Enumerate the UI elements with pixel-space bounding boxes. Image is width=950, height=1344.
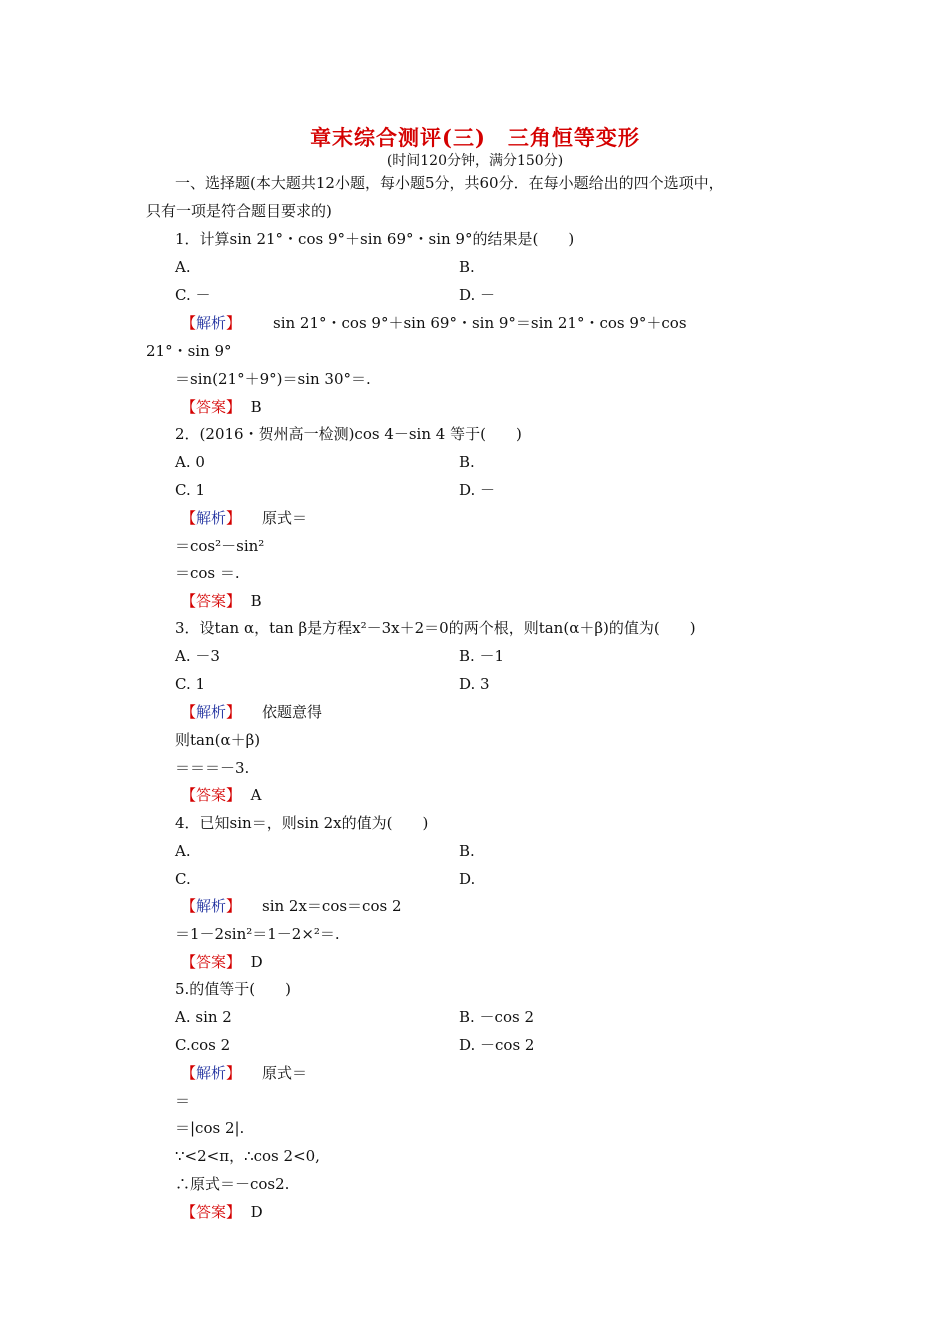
page-title: 章末综合测评(三) 三角恒等变形	[310, 125, 640, 150]
q4-option-c: C.	[175, 870, 191, 888]
q3-answer: 【答案】 A	[181, 786, 262, 804]
q3-option-b: B. －1	[459, 647, 505, 665]
q2-option-a: A. 0	[175, 453, 205, 471]
q3-option-c: C. 1	[175, 675, 206, 693]
q3-analysis-tag: 【解析】	[181, 703, 242, 721]
q4-option-a: A.	[175, 842, 191, 860]
q1-option-a: A.	[175, 258, 191, 276]
q4-option-d: D.	[459, 870, 476, 888]
q2-option-d: D. －	[459, 481, 496, 499]
q1-option-c: C. －	[175, 286, 211, 304]
q5-answer: 【答案】 D	[181, 1203, 263, 1221]
q3-option-a: A. －3	[175, 647, 220, 665]
q1-option-d: D. －	[459, 286, 496, 304]
q3-analysis-line2: 则tan(α＋β)	[175, 731, 261, 749]
q1-analysis-line2: 21°・sin 9°	[146, 342, 232, 360]
q3-analysis-line1: 依题意得	[262, 703, 323, 721]
q2-analysis-line3: ＝cos ＝.	[175, 564, 240, 582]
q2-analysis-line2: ＝cos²－sin²	[175, 537, 265, 555]
q5-option-d: D. －cos 2	[459, 1036, 535, 1054]
q5-option-c: C.cos 2	[175, 1036, 231, 1054]
q5-analysis-line3: ＝|cos 2|.	[175, 1119, 245, 1137]
q2-analysis-tag: 【解析】	[181, 509, 242, 527]
q1-analysis-line1: sin 21°・cos 9°＋sin 69°・sin 9°＝sin 21°・cos 9°＋cos	[273, 314, 687, 332]
q5-analysis-line4: ∵<2<π，∴cos 2<0,	[175, 1147, 320, 1165]
q1-option-b: B.	[459, 258, 475, 276]
question-4-stem: 4．已知sin＝，则sin 2x的值为( )	[175, 814, 429, 832]
page-subtitle: (时间120分钟，满分150分)	[386, 153, 564, 169]
q5-analysis-tag: 【解析】	[181, 1064, 242, 1082]
q1-analysis-tag: 【解析】	[181, 314, 242, 332]
q5-analysis-line5: ∴原式＝－cos2.	[175, 1175, 290, 1193]
q5-analysis-line2: ＝	[175, 1092, 191, 1110]
q3-option-d: D. 3	[459, 675, 490, 693]
q4-answer: 【答案】 D	[181, 953, 263, 971]
q4-analysis-tag: 【解析】	[181, 897, 242, 915]
question-1-stem: 1．计算sin 21°・cos 9°＋sin 69°・sin 9°的结果是( )	[175, 230, 575, 248]
question-5-stem: 5.的值等于( )	[175, 980, 292, 998]
question-2-stem: 2．(2016・贺州高一检测)cos 4－sin 4 等于( )	[175, 425, 522, 443]
q2-option-c: C. 1	[175, 481, 206, 499]
question-3-stem: 3．设tan α，tan β是方程x²－3x＋2＝0的两个根，则tan(α＋β)的值为( )	[175, 619, 696, 637]
q5-analysis-line1: 原式＝	[262, 1064, 308, 1082]
section-heading: 一、选择题(本大题共12小题，每小题5分，共60分．在每小题给出的四个选项中，	[175, 174, 724, 192]
q5-option-a: A. sin 2	[175, 1008, 232, 1026]
q2-option-b: B.	[459, 453, 475, 471]
q2-analysis-line1: 原式＝	[262, 509, 308, 527]
q1-answer: 【答案】 B	[181, 398, 262, 416]
q2-answer: 【答案】 B	[181, 592, 262, 610]
q1-analysis-line3: ＝sin(21°＋9°)＝sin 30°＝.	[175, 370, 371, 388]
q3-analysis-line3: ＝＝＝－3.	[175, 759, 250, 777]
q4-analysis-line1: sin 2x＝cos＝cos 2	[262, 897, 402, 915]
q5-option-b: B. －cos 2	[459, 1008, 535, 1026]
q4-analysis-line2: ＝1－2sin²＝1－2×²＝.	[175, 925, 340, 943]
section-heading-cont: 只有一项是符合题目要求的)	[146, 202, 332, 220]
q4-option-b: B.	[459, 842, 475, 860]
